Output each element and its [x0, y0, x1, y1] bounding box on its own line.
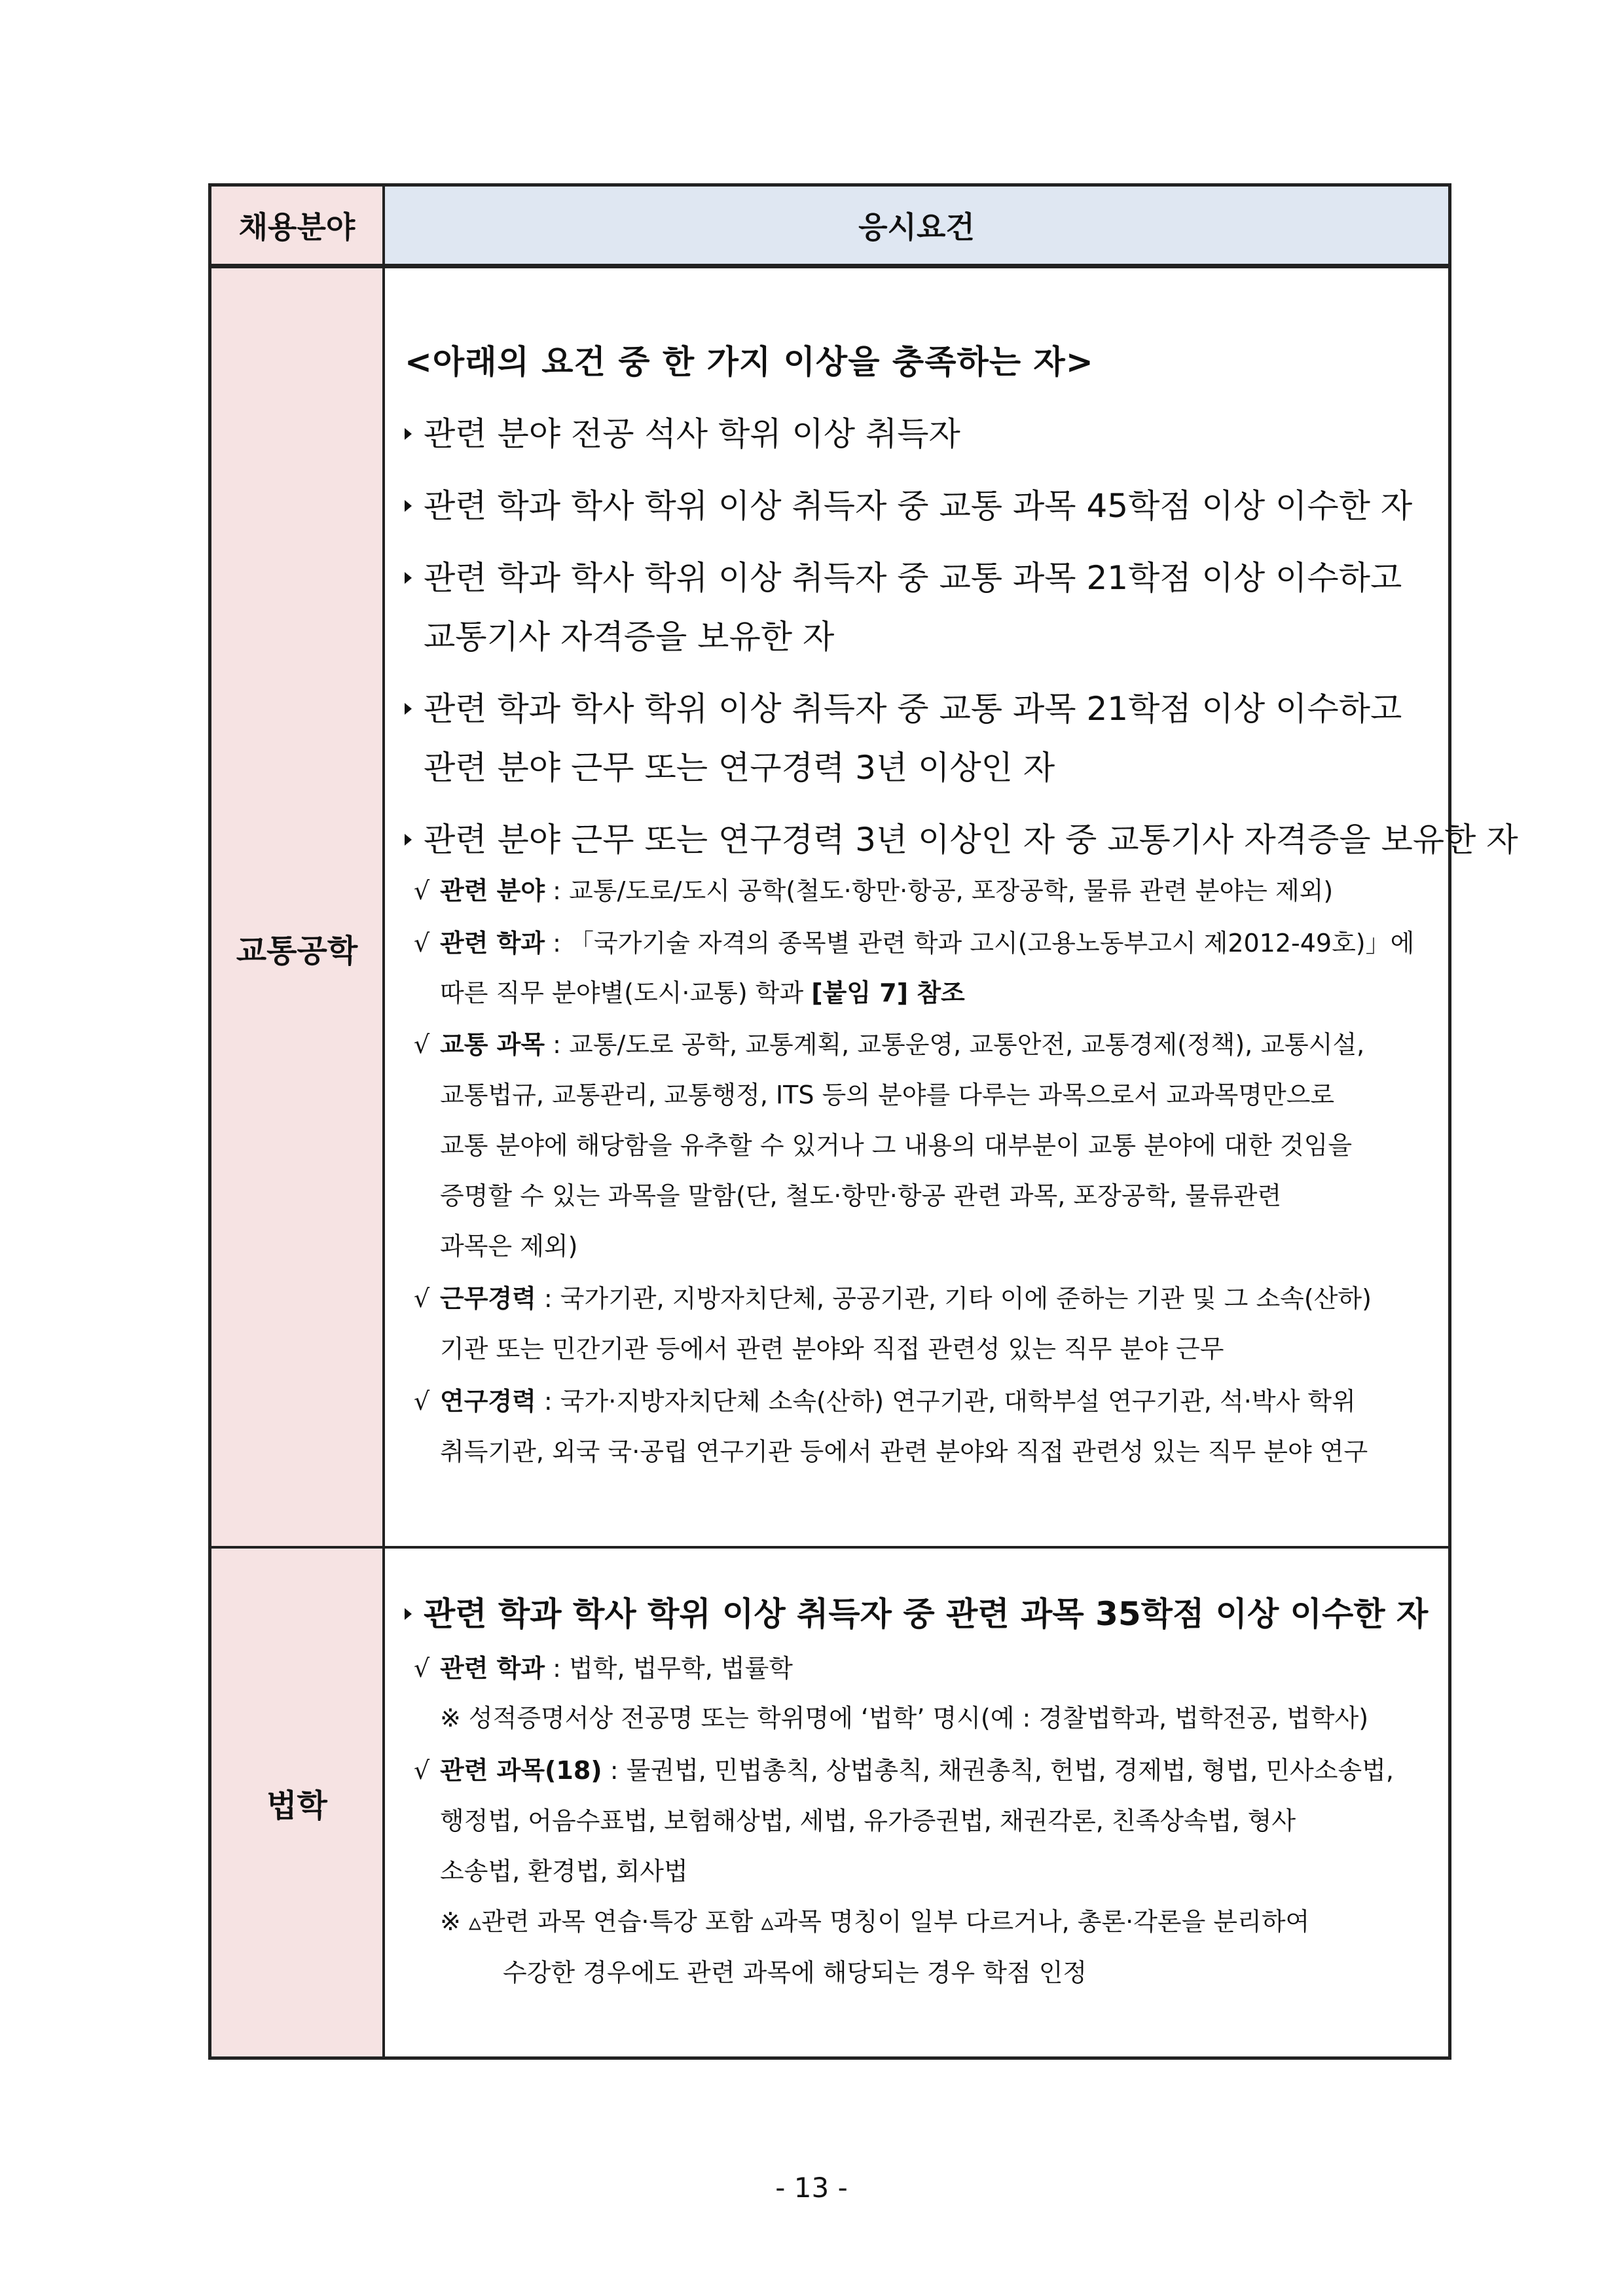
triangle-bullet-icon [405, 572, 412, 584]
requirements-table [208, 183, 1518, 2060]
requirement-continuation: 교통기사 자격증을 보유한 자 [424, 618, 835, 656]
table-header [211, 187, 1448, 264]
note-continuation: 교통법규, 교통관리, 교통행정, ITS 등의 분야를 다루는 과목으로서 교과목명만으로 [440, 1081, 1335, 1109]
note-line: √ 연구경력 : 국가·지방자치단체 소속(산하) 연구기관, 대학부설 연구기관, 석·박사 학위 [414, 1387, 1356, 1416]
category-cell-traffic [211, 268, 382, 1627]
note-continuation: 과목은 제외) [440, 1232, 578, 1261]
check-mark-icon: √ [414, 1654, 430, 1683]
requirement-bullet: 관련 분야 전공 석사 학위 이상 취득자 [405, 408, 960, 455]
category-cell-law [211, 1549, 382, 2056]
header-divider [211, 264, 1448, 268]
requirement-bullet: 관련 학과 학사 학위 이상 취득자 중 교통 과목 21학점 이상 이수하고 [405, 552, 1402, 599]
check-mark-icon: √ [414, 1284, 430, 1313]
requirement-bullet: 관련 학과 학사 학위 이상 취득자 중 교통 과목 45학점 이상 이수한 자 [405, 480, 1412, 527]
triangle-bullet-icon [405, 1608, 412, 1620]
check-mark-icon: √ [414, 1756, 430, 1785]
note-continuation: 소송법, 환경법, 회사법 [440, 1857, 688, 1886]
triangle-bullet-icon [405, 703, 412, 715]
requirement-continuation: 관련 분야 근무 또는 연구경력 3년 이상인 자 [424, 749, 1055, 787]
header-field-label: 채용분야 [238, 209, 356, 245]
check-mark-icon: √ [414, 1030, 430, 1059]
page-number: - 13 - [775, 2172, 848, 2204]
requirements-cell-traffic [405, 268, 1518, 1627]
header-cell-requirements [385, 187, 1448, 264]
note-line: √ 관련 분야 : 교통/도로/도시 공학(철도·항만·항공, 포장공학, 물류 관련 분야는 제외) [414, 876, 1334, 905]
requirement-bullet: 관련 학과 학사 학위 이상 취득자 중 교통 과목 21학점 이상 이수하고 [405, 683, 1402, 730]
requirement-bullet: 관련 학과 학사 학위 이상 취득자 중 관련 과목 35학점 이상 이수한 자 [405, 1588, 1428, 1635]
check-mark-icon: √ [414, 1387, 430, 1416]
note-continuation: 따른 직무 분야별(도시·교통) 학과 [붙임 7] 참조 [440, 978, 965, 1007]
column-divider [382, 187, 385, 2056]
requirement-bullet: 관련 분야 근무 또는 연구경력 3년 이상인 자 중 교통기사 자격증을 보유한 자 [405, 814, 1518, 861]
note-line: √ 관련 과목(18) : 물권법, 민법총칙, 상법총칙, 채권총칙, 헌법, 경제법, 형법, 민사소송법, [414, 1756, 1394, 1785]
note-line: √ 관련 학과 : 「국가기술 자격의 종목별 관련 학과 고시(고용노동부고시 제2012-49호)」에 [414, 929, 1415, 958]
section-heading: <아래의 요건 중 한 가지 이상을 충족하는 자> [405, 343, 1094, 381]
check-mark-icon: √ [414, 876, 430, 905]
requirements-cell-law [405, 1549, 1435, 2056]
note-continuation: 기관 또는 민간기관 등에서 관련 분야와 직접 관련성 있는 직무 분야 근무 [440, 1335, 1224, 1363]
note-continuation: 취득기관, 외국 국·공립 연구기관 등에서 관련 분야와 직접 관련성 있는 직무 분야 연구 [440, 1437, 1368, 1466]
header-cell-field [211, 187, 382, 264]
note-continuation: 교통 분야에 해당함을 유추할 수 있거나 그 내용의 대부분이 교통 분야에 대한 것임을 [440, 1131, 1353, 1160]
triangle-bullet-icon [405, 428, 412, 440]
note-continuation: 행정법, 어음수표법, 보험해상법, 세법, 유가증권법, 채권각론, 친족상속법, 형사 [440, 1806, 1296, 1835]
note-line: √ 교통 과목 : 교통/도로 공학, 교통계획, 교통운영, 교통안전, 교통경제(정책), 교통시설, [414, 1030, 1365, 1059]
triangle-bullet-icon [405, 834, 412, 846]
note-continuation: ※ 성적증명서상 전공명 또는 학위명에 ‘법학’ 명시(예 : 경찰법학과, 법학전공, 법학사) [440, 1704, 1369, 1732]
note-continuation: ※ ▵관련 과목 연습·특강 포함 ▵과목 명칭이 일부 다르거나, 총론·각론을 분리하여 [440, 1907, 1310, 1936]
category-label: 법학 [266, 1787, 327, 1824]
check-mark-icon: √ [414, 929, 430, 958]
category-label: 교통공학 [236, 932, 358, 969]
note-line: √ 근무경력 : 국가기관, 지방자치단체, 공공기관, 기타 이에 준하는 기관 및 그 소속(산하) [414, 1284, 1372, 1313]
triangle-bullet-icon [405, 500, 412, 512]
note-continuation: 수강한 경우에도 관련 과목에 해당되는 경우 학점 인정 [503, 1958, 1087, 1987]
note-line: √ 관련 학과 : 법학, 법무학, 법률학 [414, 1654, 793, 1683]
note-continuation: 증명할 수 있는 과목을 말함(단, 철도·항만·항공 관련 과목, 포장공학, 물류관련 [440, 1181, 1282, 1210]
header-requirements-label: 응시요건 [858, 209, 975, 245]
